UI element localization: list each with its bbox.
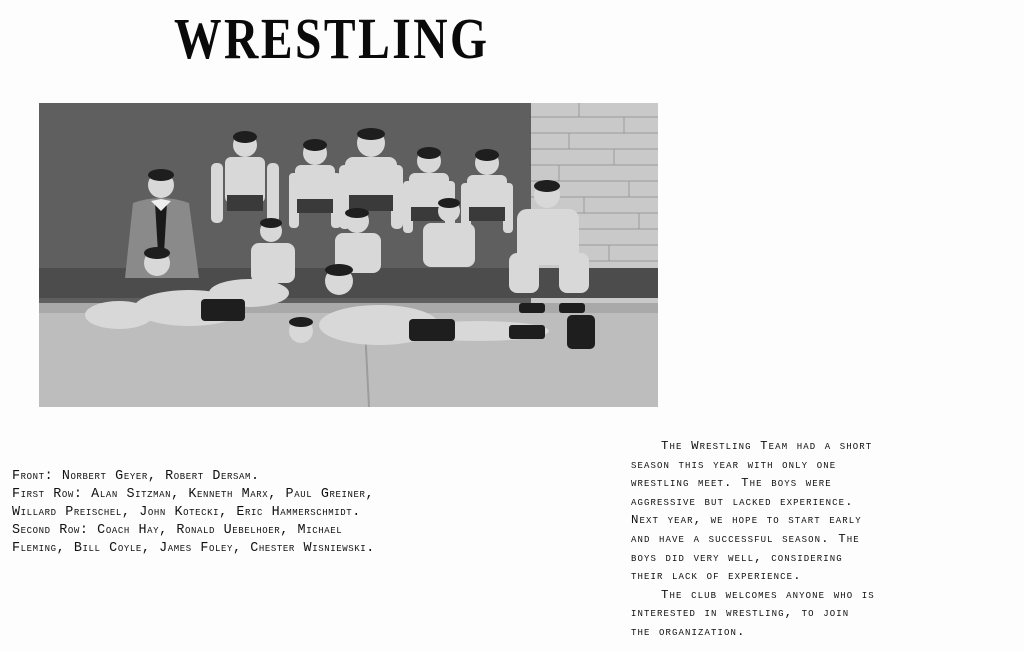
caption-line-first-row: First Row: Alan Sitzman, Kenneth Marx, Paul Greiner,	[12, 487, 375, 502]
team-photo-illustration	[39, 103, 658, 407]
article-line: aggressive but lacked experience.	[631, 494, 854, 509]
article-line: the organization.	[631, 624, 746, 639]
article-text	[631, 437, 1016, 642]
article-line: season this year with only one	[631, 457, 837, 472]
article-line: their lack of experience.	[631, 569, 802, 584]
page-title: WRESTLING	[174, 6, 490, 71]
article-line: and have a successful season. The	[631, 531, 860, 546]
caption-line-second-row-cont: Fleming, Bill Coyle, James Foley, Chester Wisniewski.	[12, 541, 375, 556]
article-line: wrestling meet. The boys were	[631, 476, 832, 491]
article-line: The club welcomes anyone who is	[661, 587, 875, 602]
article-line: boys did very well, considering	[631, 550, 843, 565]
caption-line-front: Front: Norbert Geyer, Robert Dersam.	[12, 469, 260, 484]
team-photo	[39, 103, 658, 407]
caption-line-first-row-cont: Willard Preischel, John Kotecki, Eric Hammerschmidt.	[12, 505, 361, 520]
photo-caption	[12, 468, 622, 558]
caption-line-second-row: Second Row: Coach Hay, Ronald Uebelhoer, Michael	[12, 523, 343, 538]
article-line: Next year, we hope to start early	[631, 513, 862, 528]
article-line: The Wrestling Team had a short	[661, 439, 873, 453]
article-line: interested in wrestling, to join	[631, 606, 850, 621]
